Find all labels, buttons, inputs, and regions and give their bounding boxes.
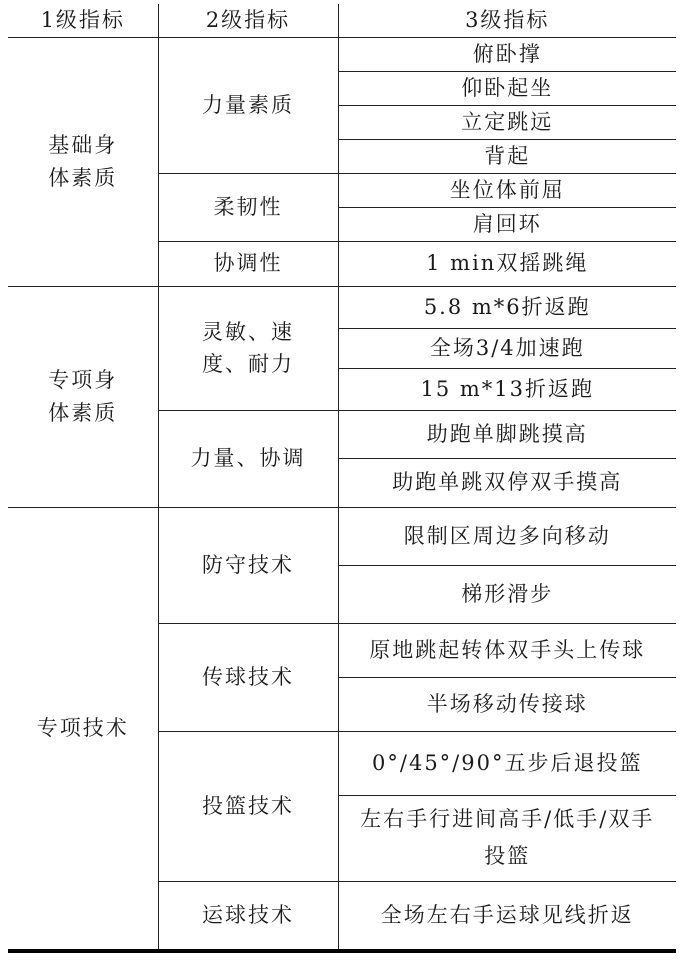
level3-cell: 俯卧撑	[338, 37, 676, 71]
level3-cell: 全场左右手运球见线折返	[338, 881, 676, 951]
level3-cell: 15 m*13折返跑	[338, 368, 676, 410]
level3-cell: 限制区周边多向移动	[338, 507, 676, 565]
level3-cell: 全场3/4加速跑	[338, 328, 676, 368]
level2-cell	[158, 286, 338, 410]
level2-cell: 柔韧性	[158, 173, 338, 241]
level3-cell: 肩回环	[338, 207, 676, 241]
header-level3: 3级指标	[338, 4, 676, 37]
table-row	[8, 37, 676, 71]
level3-cell: 梯形滑步	[338, 565, 676, 623]
header-row	[8, 4, 676, 37]
level3-cell: 仰卧起坐	[338, 71, 676, 105]
level1-cell: 专项技术	[8, 507, 158, 951]
level2-cell: 协调性	[158, 241, 338, 286]
level2-label: 灵敏、速度、耐力	[202, 319, 294, 377]
level3-cell: 半场移动传接球	[338, 677, 676, 731]
indicator-table	[8, 4, 676, 953]
level1-cell	[8, 37, 158, 286]
header-level1: 1级指标	[8, 4, 158, 37]
level3-cell: 坐位体前屈	[338, 173, 676, 207]
level1-label: 专项身体素质	[48, 368, 118, 425]
level3-label: 左右手行进间高手/低手/双手投篮	[360, 807, 655, 869]
level3-cell: 1 min双摇跳绳	[338, 241, 676, 286]
level1-cell	[8, 286, 158, 507]
level3-cell: 助跑单跳双停双手摸高	[338, 458, 676, 507]
level2-cell: 力量、协调	[158, 410, 338, 507]
level3-cell: 0°/45°/90°五步后退投篮	[338, 731, 676, 795]
level2-cell: 投篮技术	[158, 731, 338, 881]
header-level2: 2级指标	[158, 4, 338, 37]
level3-cell: 原地跳起转体双手头上传球	[338, 623, 676, 677]
table-row	[8, 507, 676, 565]
level2-cell: 传球技术	[158, 623, 338, 731]
level3-cell: 立定跳远	[338, 105, 676, 139]
level3-cell: 5.8 m*6折返跑	[338, 286, 676, 328]
level3-cell	[338, 795, 676, 881]
level1-label: 基础身体素质	[48, 133, 118, 190]
level2-cell: 力量素质	[158, 37, 338, 173]
level2-cell: 运球技术	[158, 881, 338, 951]
table-row	[8, 286, 676, 328]
level3-cell: 助跑单脚跳摸高	[338, 410, 676, 458]
level3-cell: 背起	[338, 139, 676, 173]
level2-cell: 防守技术	[158, 507, 338, 623]
